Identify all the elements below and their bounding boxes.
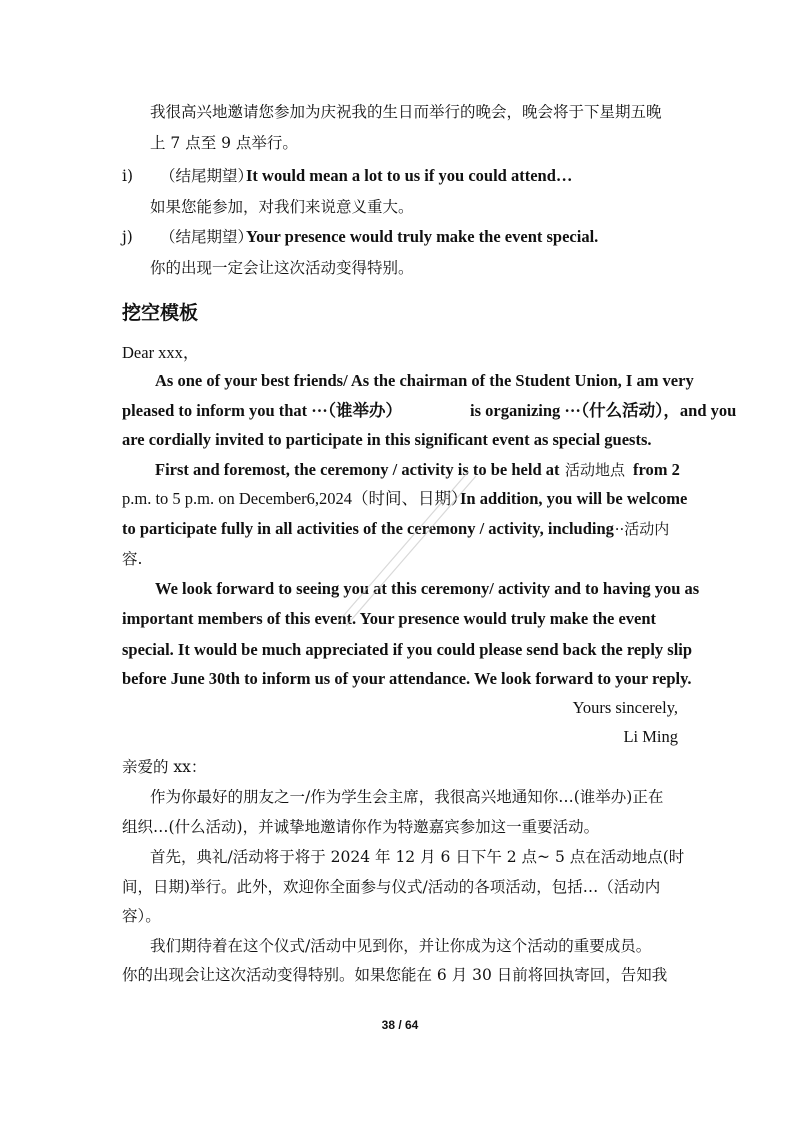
item-j	[122, 226, 599, 248]
section-title: 挖空模板	[122, 302, 199, 324]
letter-en-p3-line-1: We look forward to seeing you at this ceremony/ activity and to having you as	[155, 579, 700, 598]
letter-zh-p2-line-1: 首先，典礼/活动将于将于 2024 年 12 月 6 日下午 2 点~ 5 点在活动地点(时	[150, 848, 685, 866]
letter-en-p1-line-3: are cordially invited to participate in this significant event as special guests.	[122, 430, 652, 449]
letter-zh-p1-line-1: 作为你最好的朋友之一/作为学生会主席，我很高兴地通知你…(谁举办)正在	[150, 788, 664, 806]
letter-en-p2-line-1a: First and foremost, the ceremony / activity is to be held at	[155, 460, 560, 479]
letter-en-p2-line-2	[122, 488, 688, 510]
letter-en-p2-line-2b: In addition, you will be welcome	[460, 489, 688, 508]
letter-en-p2-line-1b: 活动地点	[565, 461, 626, 479]
letter-en-p2-line-3	[122, 518, 670, 540]
item-i-chinese: 如果您能参加，对我们来说意义重大。	[150, 198, 414, 216]
letter-signature: Li Ming	[623, 727, 678, 746]
letter-en-p2-line-1c: from 2	[633, 460, 680, 479]
item-j-label: j)	[122, 228, 133, 246]
letter-en-p3-line-3: special. It would be much appreciated if you could please send back the reply slip	[122, 640, 693, 659]
letter-zh-p2-line-2: 间，日期)举行。此外，欢迎你全面参与仪式/活动的各项活动，包括…（活动内	[122, 878, 661, 896]
letter-en-p2-line-3a: to participate fully in all activities of the ceremony / activity, including	[122, 519, 614, 538]
letter-en-p2-line-1	[155, 459, 680, 481]
invite-zh-line-1: 我很高兴地邀请您参加为庆祝我的生日而举行的晚会，晚会将于下星期五晚	[150, 103, 662, 121]
item-i	[122, 165, 573, 187]
letter-en-p1-line-2	[122, 400, 737, 422]
letter-en-p1-line-1: As one of your best friends/ As the chairman of the Student Union, I am very	[155, 371, 694, 390]
letter-en-p3-line-2: important members of this event. Your presence would truly make the event	[122, 609, 657, 628]
page-number: 38 / 64	[381, 1018, 419, 1032]
invite-zh-line-2: 上 7 点至 9 点举行。	[150, 134, 298, 152]
letter-zh-p2-line-3: 容）。	[122, 907, 161, 925]
item-i-label: i)	[122, 167, 134, 185]
letter-zh-p3-line-1: 我们期待着在这个仪式/活动中见到你，并让你成为这个活动的重要成员。	[150, 937, 652, 955]
item-j-chinese: 你的出现一定会让这次活动变得特别。	[150, 259, 414, 277]
letter-en-p2-line-3b: ···活动内	[610, 520, 670, 538]
letter-en-p2-line-4: 容.	[122, 550, 143, 568]
letter-en-p3-line-4: before June 30th to inform us of your attendance. We look forward to your reply.	[122, 669, 692, 688]
letter-zh-p1-line-2: 组织…(什么活动)，并诚挚地邀请你作为特邀嘉宾参加这一重要活动。	[122, 818, 600, 836]
letter-closing: Yours sincerely,	[572, 698, 678, 717]
letter-greeting: Dear xxx，	[122, 343, 200, 362]
letter-en-p1-line-2a: pleased to inform you that ···（谁举办）	[122, 401, 403, 420]
letter-en-p1-line-2b: is organizing ···（什么活动），and you	[470, 401, 737, 420]
item-i-english: It would mean a lot to us if you could attend…	[246, 166, 573, 185]
item-j-tag: （结尾期望）	[160, 228, 254, 246]
letter-zh-p3-line-2: 你的出现会让这次活动变得特别。如果您能在 6 月 30 日前将回执寄回，告知我	[122, 966, 668, 984]
item-i-tag: （结尾期望）	[160, 167, 254, 185]
item-j-english: Your presence would truly make the event special.	[246, 227, 599, 246]
letter-zh-greeting: 亲爱的 xx：	[122, 758, 207, 776]
letter-en-p2-line-2a: p.m. to 5 p.m. on December6,2024（时间、日期）.	[122, 489, 472, 508]
